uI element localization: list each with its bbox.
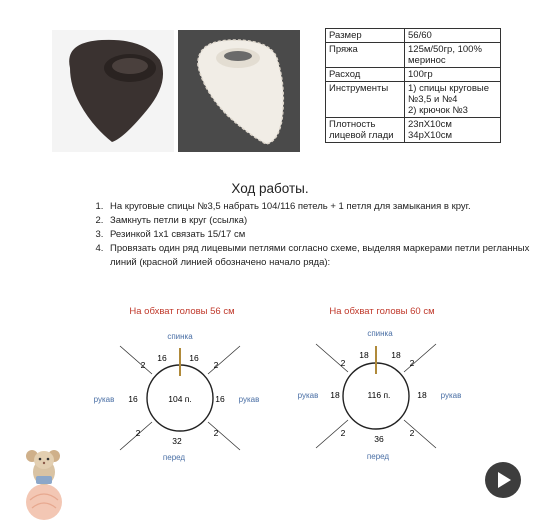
count-label: 32 — [172, 436, 182, 446]
center-count: 116 п. — [367, 390, 391, 400]
diagram-title: На обхват головы 56 см — [129, 306, 235, 317]
raglan-count: 2 — [135, 428, 141, 438]
raglan-count: 2 — [409, 358, 415, 368]
spec-row-gauge — [326, 118, 501, 143]
center-count: 104 п. — [168, 394, 192, 404]
raglan-count: 2 — [140, 360, 146, 370]
spec-value: 125м/50гр, 100% меринос — [405, 43, 501, 68]
count-label: 16 — [189, 353, 199, 363]
count-label: 18 — [330, 390, 340, 400]
list-item: 4. Провязать один ряд лицевыми петлями согласно схеме, выделяя маркерами петли регланных линий (красной линией обозначено начало ряда): — [106, 242, 540, 270]
raglan-count: 2 — [213, 428, 219, 438]
play-button[interactable] — [485, 462, 521, 498]
spec-label: Расход — [326, 68, 405, 82]
sleeve-label: рукав — [93, 395, 115, 404]
dark-cowl-photo — [52, 30, 174, 152]
count-label: 16 — [215, 394, 225, 404]
white-cowl-photo — [178, 30, 300, 152]
spec-value: 100гр — [405, 68, 501, 82]
spec-value: 56/60 — [405, 29, 501, 43]
spec-row-consumption — [326, 68, 501, 82]
front-label: перед — [162, 453, 186, 462]
front-label: перед — [366, 452, 390, 461]
sleeve-label: рукав — [297, 391, 319, 400]
count-label: 18 — [359, 350, 369, 360]
steps-list — [72, 200, 540, 270]
diagram-56 — [94, 306, 260, 462]
sleeve-label: рукав — [440, 391, 462, 400]
play-icon — [485, 462, 521, 498]
raglan-count: 2 — [409, 428, 415, 438]
raglan-count: 2 — [213, 360, 219, 370]
count-label: 16 — [157, 353, 167, 363]
spec-label: Плотность лицевой глади — [326, 118, 405, 143]
spec-value: 1) спицы круговые №3,5 и №4 2) крючок №3 — [405, 82, 501, 118]
spec-label: Размер — [326, 29, 405, 43]
back-label: спинка — [367, 329, 393, 338]
list-item: 1. На круговые спицы №3,5 набрать 104/116 петель + 1 петля для замыкания в круг. — [106, 200, 540, 214]
mouse-sticker — [6, 432, 78, 520]
count-label: 36 — [374, 434, 384, 444]
back-label: спинка — [167, 332, 193, 341]
spec-table — [325, 28, 501, 143]
spec-row-yarn — [326, 43, 501, 68]
diagram-title: На обхват головы 60 см — [329, 306, 435, 317]
spec-value: 23пХ10см 34рХ10см — [405, 118, 501, 143]
sleeve-label: рукав — [238, 395, 260, 404]
spec-row-size — [326, 29, 501, 43]
list-item: 3. Резинкой 1х1 связать 15/17 см — [106, 228, 540, 242]
count-label: 16 — [128, 394, 138, 404]
raglan-diagrams — [0, 296, 540, 466]
raglan-count: 2 — [340, 358, 346, 368]
list-item: 2. Замкнуть петли в круг (ссылка) — [106, 214, 540, 228]
count-label: 18 — [417, 390, 427, 400]
work-title: Ход работы. — [231, 181, 309, 196]
raglan-count: 2 — [340, 428, 346, 438]
count-label: 18 — [391, 350, 401, 360]
raglan-line — [120, 346, 152, 374]
spec-row-tools — [326, 82, 501, 118]
diagram-60 — [298, 306, 462, 461]
spec-label: Пряжа — [326, 43, 405, 68]
spec-label: Инструменты — [326, 82, 405, 118]
